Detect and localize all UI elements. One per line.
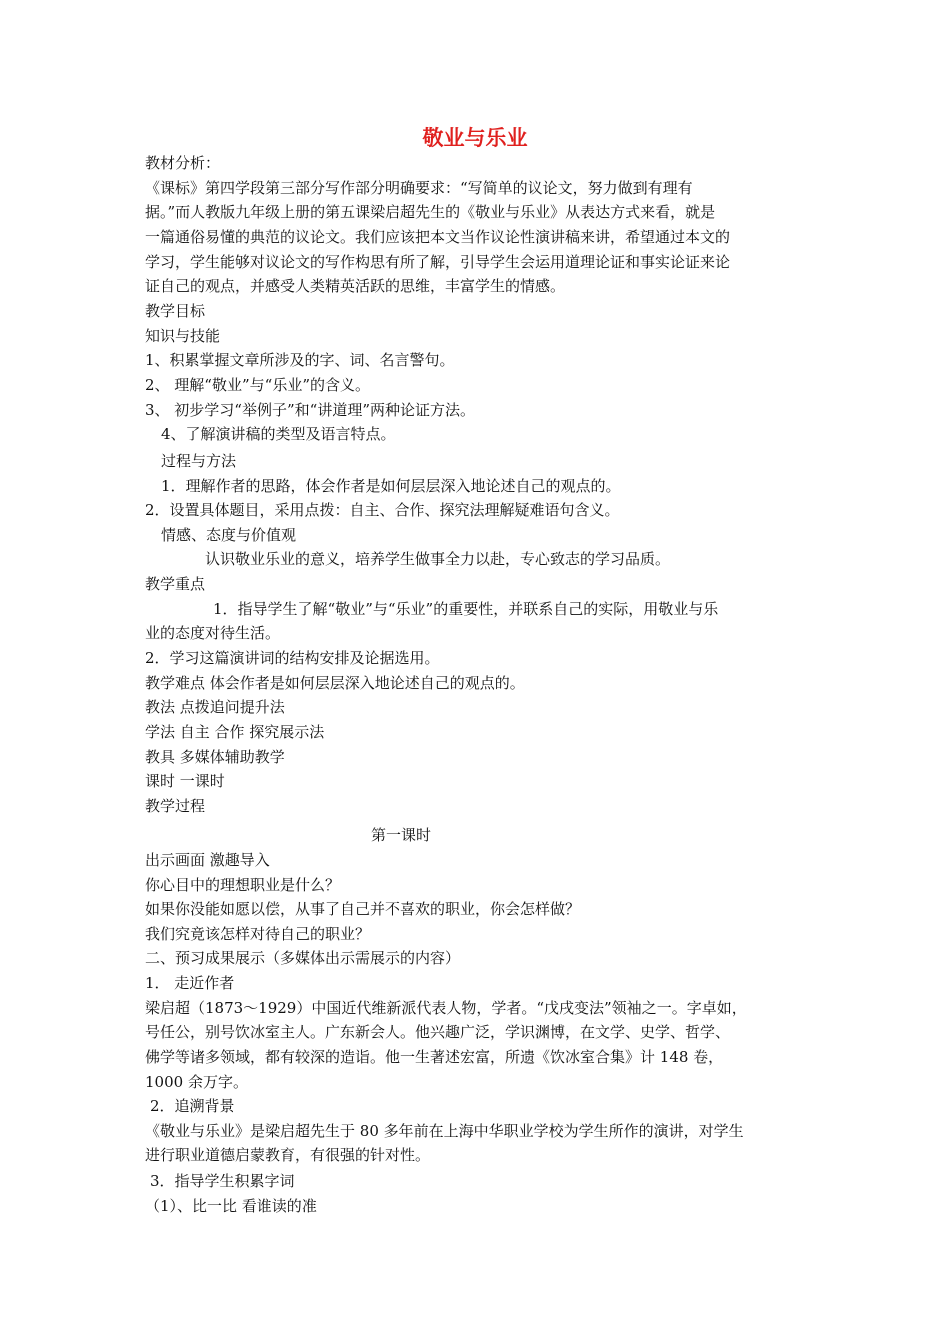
subheading-emotion-values: 情感、态度与价值观 <box>161 526 297 544</box>
list-item: 1、积累掌握文章所涉及的字、词、名言警句。 <box>145 351 455 369</box>
paragraph-line: 《敬业与乐业》是梁启超先生于 80 多年前在上海中华职业学校为学生所作的演讲，对学生 <box>145 1122 744 1140</box>
list-item: 2．学习这篇演讲词的结构安排及论据选用。 <box>145 649 440 667</box>
paragraph-line: 佛学等诸多领域，都有较深的造诣。他一生著述宏富，所遗《饮冰室合集》计 148 卷， <box>145 1048 724 1066</box>
paragraph-line: 证自己的观点，并感受人类精英活跃的思维，丰富学生的情感。 <box>145 277 566 295</box>
paragraph-line: 一篇通俗易懂的典范的议论文。我们应该把本文当作议论性演讲稿来讲，希望通过本文的 <box>145 228 731 246</box>
paragraph-line: 1000 余万字。 <box>145 1073 248 1091</box>
section-heading-preview: 二、预习成果展示（多媒体出示需展示的内容） <box>145 949 461 967</box>
list-item: 1．理解作者的思路，体会作者是如何层层深入地论述自己的观点的。 <box>161 477 621 495</box>
lesson-heading: 第一课时 <box>371 826 432 844</box>
list-item: 1． 走近作者 <box>145 974 235 992</box>
info-line-class-hours: 课时 一课时 <box>145 772 225 790</box>
info-line-teaching-tools: 教具 多媒体辅助教学 <box>145 748 285 766</box>
list-item: 3、 初步学习“举例子”和“讲道理”两种论证方法。 <box>145 401 475 419</box>
list-item: 2．追溯背景 <box>150 1097 235 1115</box>
info-line-learning-method: 学法 自主 合作 探究展示法 <box>145 723 325 741</box>
paragraph-line: 《课标》第四学段第三部分写作部分明确要求：“写简单的议论文，努力做到有理有 <box>145 179 693 197</box>
section-heading-material-analysis: 教材分析： <box>145 154 221 172</box>
paragraph-line: 认识敬业乐业的意义，培养学生做事全力以赴，专心致志的学习品质。 <box>205 550 671 568</box>
list-item: 3．指导学生积累字词 <box>150 1172 295 1190</box>
question-line: 如果你没能如愿以偿，从事了自己并不喜欢的职业，你会怎样做？ <box>145 900 581 918</box>
section-heading-teaching-goals: 教学目标 <box>145 302 206 320</box>
paragraph-line: 进行职业道德启蒙教育，有很强的针对性。 <box>145 1146 431 1164</box>
subheading-knowledge-skills: 知识与技能 <box>145 327 221 345</box>
list-item: 2、 理解“敬业”与“乐业”的含义。 <box>145 376 370 394</box>
page-title: 敬业与乐业 <box>422 125 528 150</box>
paragraph-line: 梁启超（1873～1929）中国近代维新派代表人物，学者。“戊戌变法”领袖之一。字卓如， <box>145 999 747 1017</box>
question-line: 我们究竟该怎样对待自己的职业？ <box>145 925 371 943</box>
info-line-teaching-method: 教法 点拨追问提升法 <box>145 698 285 716</box>
section-heading-difficulties: 教学难点 体会作者是如何层层深入地论述自己的观点的。 <box>145 674 525 692</box>
list-item: 1．指导学生了解“敬业”与“乐业”的重要性，并联系自己的实际，用敬业与乐 <box>213 600 719 618</box>
subheading-process-methods: 过程与方法 <box>161 452 237 470</box>
question-line: 你心目中的理想职业是什么？ <box>145 876 341 894</box>
paragraph-line: 出示画面 激趣导入 <box>145 851 270 869</box>
paragraph-line: 学习，学生能够对议论文的写作构思有所了解，引导学生会运用道理论证和事实论证来论 <box>145 253 731 271</box>
paragraph-line: 业的态度对待生活。 <box>145 624 281 642</box>
paragraph-line: 据。”而人教版九年级上册的第五课梁启超先生的《敬业与乐业》从表达方式来看，就是 <box>145 203 716 221</box>
list-item: （1）、比一比 看谁读的准 <box>145 1197 317 1215</box>
list-item: 2．设置具体题目，采用点拨：自主、合作、探究法理解疑难语句含义。 <box>145 501 620 519</box>
section-heading-key-points: 教学重点 <box>145 575 206 593</box>
paragraph-line: 号任公，别号饮冰室主人。广东新会人。他兴趣广泛，学识渊博，在文学、史学、哲学、 <box>145 1023 731 1041</box>
section-heading-teaching-process: 教学过程 <box>145 797 206 815</box>
list-item: 4、了解演讲稿的类型及语言特点。 <box>161 425 396 443</box>
